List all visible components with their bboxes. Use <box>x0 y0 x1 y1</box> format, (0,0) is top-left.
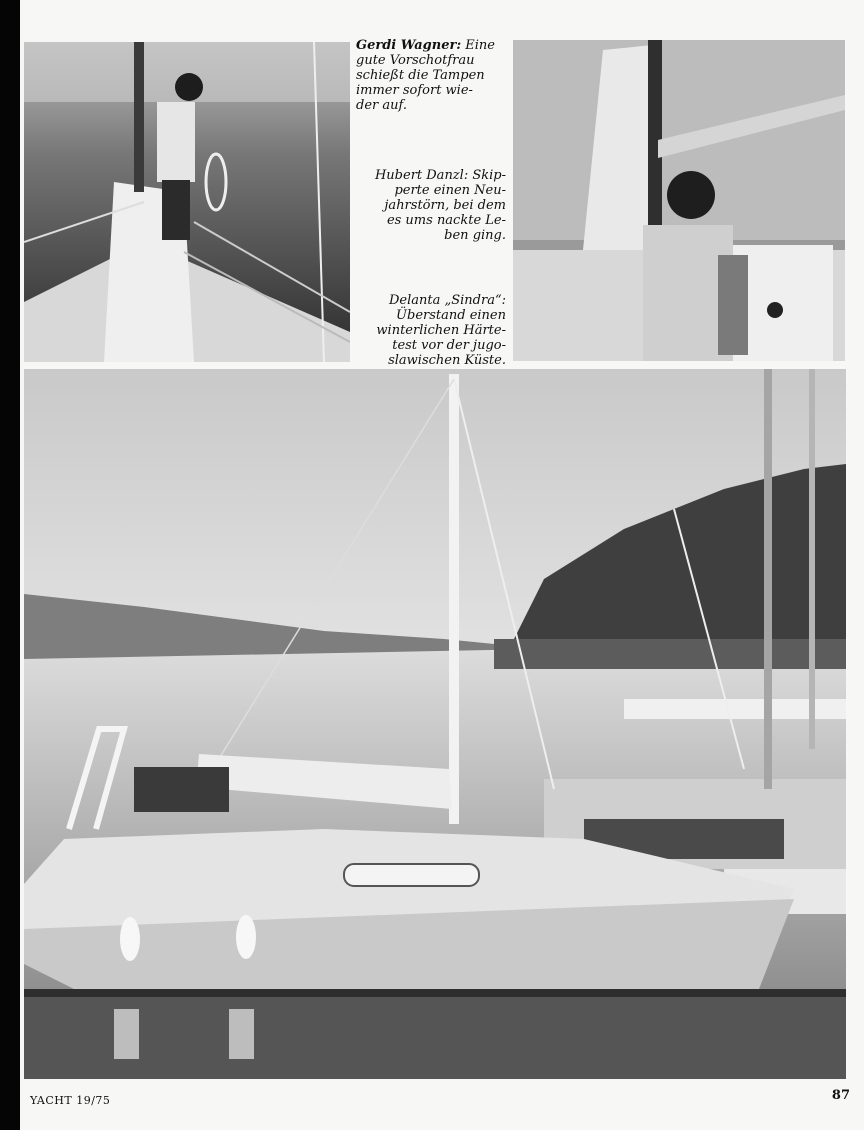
caption-name: Hubert Danzl: <box>374 168 469 183</box>
caption-gerdi-wagner <box>356 38 506 113</box>
caption-name: Delanta „Sindra“: <box>389 293 506 308</box>
caption-line: slawischen Küste. <box>388 353 506 368</box>
page-edge-shadow <box>0 0 20 1130</box>
caption-name: Gerdi Wagner: <box>356 38 462 53</box>
photo-hubert-danzl <box>513 40 845 361</box>
caption-line: schießt die Tampen <box>356 68 485 83</box>
caption-hubert-danzl <box>356 168 506 243</box>
caption-line: Überstand einen <box>396 308 506 323</box>
caption-line: ben ging. <box>444 228 506 243</box>
magazine-issue: YACHT 19/75 <box>30 1094 111 1107</box>
photo-delanta-sindra <box>24 369 846 1079</box>
caption-line: test vor der jugo- <box>392 338 506 353</box>
caption-delanta-sindra <box>356 293 506 368</box>
photo-gerdi-wagner <box>24 42 350 362</box>
caption-line: Eine <box>465 38 495 53</box>
caption-line: gute Vorschotfrau <box>356 53 475 68</box>
caption-line: winterlichen Härte- <box>376 323 506 338</box>
caption-line: perte einen Neu- <box>394 183 506 198</box>
caption-line: jahrstörn, bei dem <box>384 198 506 213</box>
caption-line: es ums nackte Le- <box>386 213 506 228</box>
caption-line: Skip- <box>472 168 506 183</box>
page-number: 87 <box>831 1088 850 1103</box>
caption-line: immer sofort wie- <box>356 83 473 98</box>
caption-line: der auf. <box>356 98 407 113</box>
